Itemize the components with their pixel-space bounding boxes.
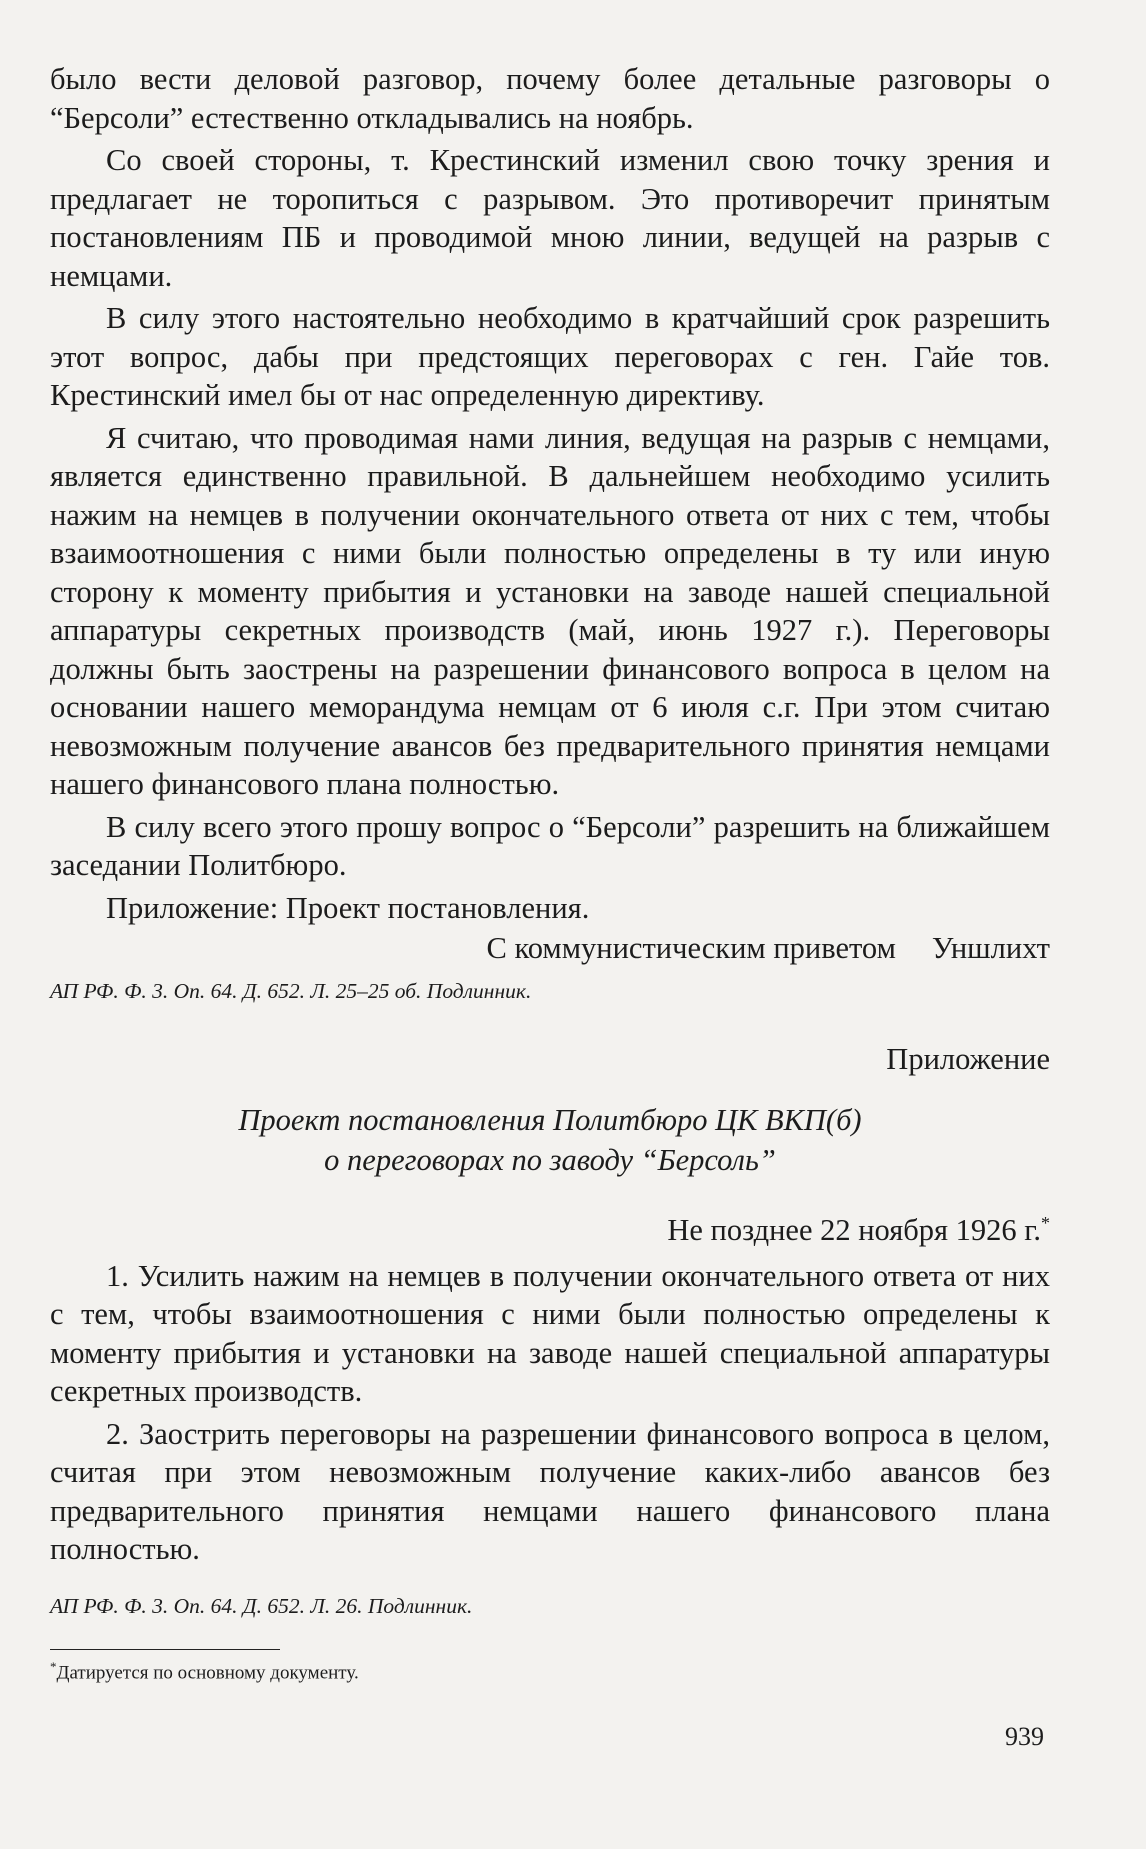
resolution-title-line-2: о переговорах по заводу “Берсоль” bbox=[324, 1142, 776, 1177]
footnote-mark: * bbox=[50, 1658, 57, 1674]
page-number: 939 bbox=[1005, 1722, 1044, 1751]
resolution-title bbox=[50, 1100, 1050, 1180]
signature-line bbox=[50, 929, 1050, 968]
paragraph-attachment: Приложение: Проект постановления. bbox=[106, 890, 590, 925]
paragraph-request: В силу всего этого прошу вопрос о “Берсоли” разрешить на ближайшем заседании Политбюро. bbox=[50, 809, 1050, 882]
date-line bbox=[50, 1204, 1050, 1249]
footnote-text: Датируется по основному документу. bbox=[56, 1661, 359, 1683]
paragraph-krestinsky: Со своей стороны, т. Крестинский изменил свою точку зрения и предлагает не торопиться с разрывом. Это противоречит принятым постановлениям ПБ и проводимой мною линии, ведущей на разрыв с немцами. bbox=[50, 143, 1050, 293]
paragraph-urgency: В силу этого настоятельно необходимо в кратчайший срок разрешить этот вопрос, дабы при предстоящих переговорах с ген. Гайе тов. Крестинский имел бы от нас определенную директиву. bbox=[50, 301, 1050, 412]
resolution-title-line-1: Проект постановления Политбюро ЦК ВКП(б) bbox=[238, 1102, 862, 1137]
footnote-marker: * bbox=[1041, 1212, 1050, 1233]
paragraph-policy: Я считаю, что проводимая нами линия, ведущая на разрыв с немцами, является единственно правильной. В дальнейшем необходимо усилить нажим на немцев в получении окончательного ответа от них с тем, чтобы взаимоотношения с ними были полностью определены в ту или иную сторону к моменту прибытия и установки на заводе нашей специальной аппаратуры секретных производств (май, июнь 1927 г.). Переговоры должны быть заострены на разрешении финансового вопроса в целом на основании нашего меморандума немцам от 6 июля с.г. При этом считаю невозможным получение авансов без предварительного принятия немцами нашего финансового плана полностью. bbox=[50, 420, 1050, 801]
page-body bbox=[50, 60, 1050, 1686]
appendix-label: Приложение bbox=[886, 1041, 1050, 1076]
footnote bbox=[50, 1654, 1050, 1686]
signature-name: Уншлихт bbox=[931, 931, 1050, 965]
resolution-item-1: 1. Усилить нажим на немцев в получении окончательного ответа от них с тем, чтобы взаимоотношения с ними были полностью определены к моменту прибытия и установки на заводе нашей специальной аппаратуры секретных производств. bbox=[50, 1258, 1050, 1409]
footnote-divider bbox=[50, 1649, 280, 1650]
date-text: Не позднее 22 ноября 1926 г. bbox=[667, 1212, 1041, 1247]
signature-greeting: С коммунистическим приветом bbox=[486, 931, 896, 965]
paragraph-continuation: было вести деловой разговор, почему более детальные разговоры о “Берсоли” естественно откладывались на ноябрь. bbox=[50, 62, 1050, 135]
archive-source-2: АП РФ. Ф. 3. Оп. 64. Д. 652. Л. 26. Подлинник. bbox=[50, 1593, 473, 1618]
archive-source-1: АП РФ. Ф. 3. Оп. 64. Д. 652. Л. 25–25 об. Подлинник. bbox=[50, 978, 532, 1003]
resolution-item-2: 2. Заострить переговоры на разрешении финансового вопроса в целом, считая при этом невозможным получение каких-либо авансов без предварительного принятия немцами нашего финансового плана полностью. bbox=[50, 1416, 1050, 1567]
